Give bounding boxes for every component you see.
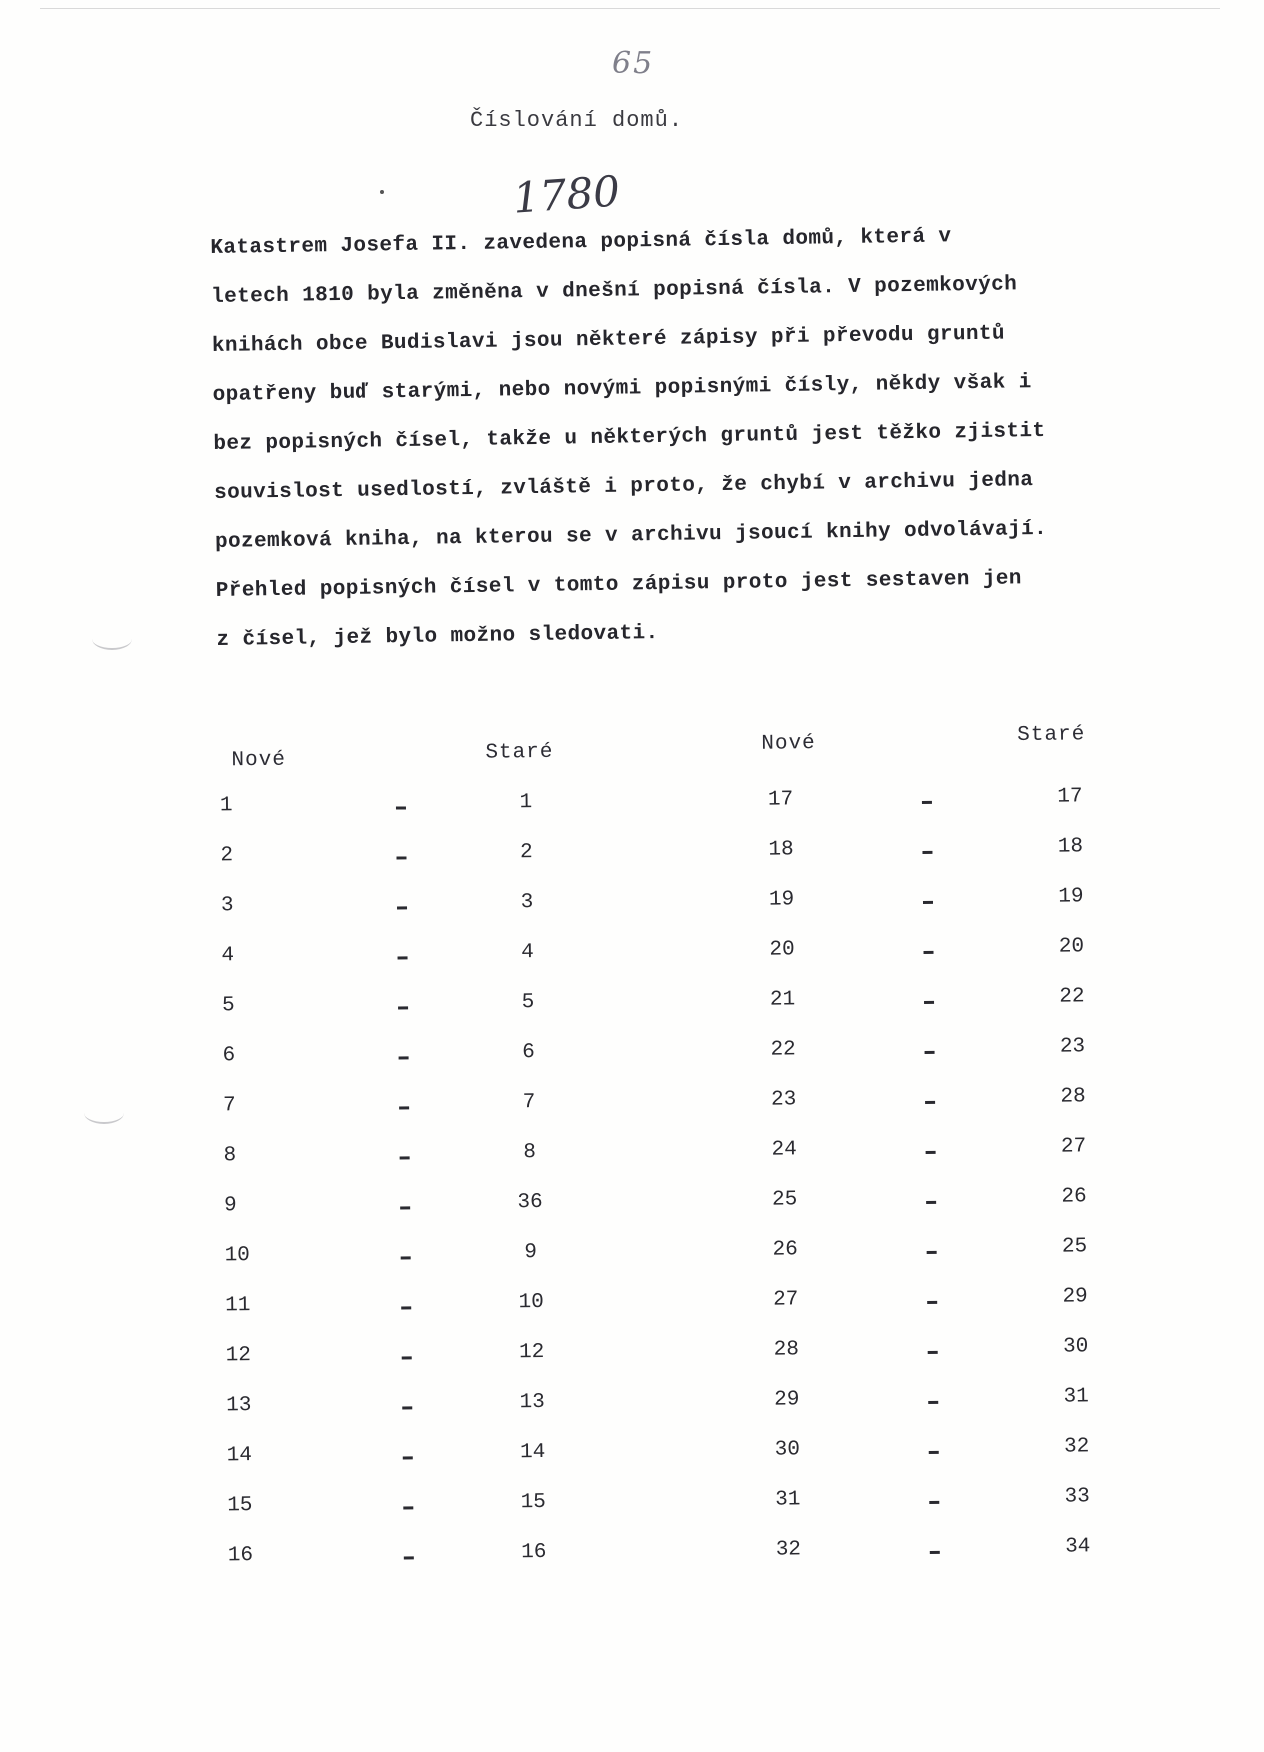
nove-cell-left: 13 bbox=[226, 1394, 252, 1418]
row-dash-right bbox=[930, 1551, 940, 1554]
stare-cell-right: 29 bbox=[1062, 1285, 1088, 1309]
stare-cell-left: 12 bbox=[518, 1341, 545, 1365]
stare-cell-left: 13 bbox=[519, 1391, 545, 1415]
paragraph-line: pozemková kniha, na kterou se v archivu jsoucí knihy odvolávají. bbox=[214, 517, 1048, 554]
stare-cell-right: 17 bbox=[1057, 785, 1083, 809]
header-stare-left: Staré bbox=[485, 740, 554, 765]
stare-cell-right: 33 bbox=[1064, 1485, 1090, 1509]
row-dash-right bbox=[929, 1451, 939, 1454]
row-dash-right bbox=[924, 951, 934, 954]
row-dash-right bbox=[927, 1301, 937, 1304]
nove-cell-right: 21 bbox=[769, 988, 796, 1012]
row-dash-left bbox=[400, 1206, 410, 1209]
stare-cell-left: 9 bbox=[524, 1241, 538, 1265]
nove-cell-left: 9 bbox=[224, 1194, 237, 1218]
nove-cell-left: 5 bbox=[221, 994, 235, 1018]
row-dash-right bbox=[928, 1401, 938, 1404]
page-title: Číslování domů. bbox=[470, 108, 684, 133]
stare-cell-right: 18 bbox=[1057, 835, 1084, 859]
row-dash-left bbox=[396, 806, 406, 809]
nove-cell-right: 23 bbox=[770, 1088, 797, 1112]
row-dash-right bbox=[922, 851, 932, 854]
paragraph-line: bez popisných čísel, takže u některých gruntů jest těžko zjistit bbox=[213, 419, 1046, 456]
nove-cell-left: 8 bbox=[223, 1144, 237, 1168]
stare-cell-left: 4 bbox=[521, 941, 534, 965]
row-dash-left bbox=[397, 906, 407, 909]
row-dash-right bbox=[922, 801, 932, 804]
row-dash-right bbox=[928, 1351, 938, 1354]
nove-cell-right: 25 bbox=[771, 1188, 798, 1212]
stare-cell-right: 22 bbox=[1059, 985, 1085, 1009]
paragraph-line: opatřeny buď starými, nebo novými popisnými čísly, někdy však i bbox=[212, 371, 1032, 407]
nove-cell-left: 3 bbox=[220, 894, 234, 918]
paragraph-line: souvislost usedlostí, zvláště i proto, že chybí v archivu jedna bbox=[214, 469, 1034, 505]
row-dash-left bbox=[398, 1006, 408, 1009]
nove-cell-right: 17 bbox=[767, 788, 794, 812]
stare-cell-right: 32 bbox=[1063, 1435, 1090, 1459]
row-dash-left bbox=[400, 1156, 410, 1159]
stare-cell-right: 30 bbox=[1062, 1335, 1089, 1359]
nove-cell-right: 31 bbox=[775, 1488, 801, 1512]
row-dash-left bbox=[403, 1506, 413, 1509]
handwritten-year-note: 1780 bbox=[511, 166, 622, 223]
nove-cell-left: 7 bbox=[222, 1094, 236, 1118]
row-dash-right bbox=[926, 1201, 936, 1204]
stare-cell-left: 36 bbox=[517, 1191, 543, 1215]
row-dash-left bbox=[399, 1106, 409, 1109]
nove-cell-right: 32 bbox=[775, 1538, 802, 1562]
nove-cell-right: 18 bbox=[768, 838, 794, 862]
stare-cell-right: 34 bbox=[1065, 1535, 1091, 1559]
nove-cell-left: 11 bbox=[225, 1294, 251, 1318]
paragraph-line: z čísel, jež bylo možno sledovati. bbox=[216, 622, 659, 652]
nove-cell-left: 2 bbox=[220, 844, 234, 868]
row-dash-left bbox=[402, 1406, 412, 1409]
paragraph-line: letech 1810 byla změněna v dnešní popisná čísla. V pozemkových bbox=[210, 273, 1018, 309]
nove-cell-left: 6 bbox=[222, 1044, 236, 1068]
stare-cell-right: 25 bbox=[1061, 1235, 1088, 1259]
stare-cell-right: 27 bbox=[1060, 1135, 1087, 1159]
page-number: 65 bbox=[612, 46, 655, 81]
header-nove-right: Nové bbox=[761, 732, 816, 756]
nove-cell-left: 12 bbox=[225, 1344, 252, 1368]
row-dash-right bbox=[929, 1501, 939, 1504]
nove-cell-left: 14 bbox=[226, 1444, 253, 1468]
stare-cell-left: 6 bbox=[522, 1041, 535, 1065]
paragraph-line: Přehled popisných čísel v tomto zápisu proto jest sestaven jen bbox=[215, 567, 1022, 603]
row-dash-right bbox=[925, 1101, 935, 1104]
paragraph-line: knihách obce Budislavi jsou některé zápisy při převodu gruntů bbox=[211, 322, 1006, 358]
stare-cell-right: 31 bbox=[1063, 1385, 1089, 1409]
stare-cell-left: 2 bbox=[520, 841, 533, 865]
nove-cell-right: 26 bbox=[772, 1238, 798, 1262]
stare-cell-left: 1 bbox=[519, 791, 533, 815]
stare-cell-left: 7 bbox=[522, 1091, 536, 1115]
nove-cell-right: 30 bbox=[774, 1438, 801, 1462]
row-dash-left bbox=[398, 956, 408, 959]
nove-cell-left: 16 bbox=[227, 1544, 254, 1568]
row-dash-left bbox=[401, 1256, 411, 1259]
header-stare-right: Staré bbox=[1017, 723, 1086, 748]
stare-cell-left: 3 bbox=[520, 891, 534, 915]
nove-cell-right: 22 bbox=[770, 1038, 796, 1062]
stare-cell-right: 28 bbox=[1060, 1085, 1086, 1109]
row-dash-right bbox=[923, 901, 933, 904]
nove-cell-left: 10 bbox=[224, 1244, 250, 1268]
nove-cell-left: 1 bbox=[219, 794, 233, 818]
stare-cell-right: 26 bbox=[1061, 1185, 1087, 1209]
row-dash-left bbox=[402, 1356, 412, 1359]
nove-cell-right: 20 bbox=[769, 938, 795, 962]
stare-cell-left: 16 bbox=[521, 1541, 547, 1565]
nove-cell-right: 29 bbox=[774, 1388, 800, 1412]
nove-cell-right: 24 bbox=[771, 1138, 797, 1162]
nove-cell-right: 19 bbox=[768, 888, 795, 912]
nove-cell-right: 27 bbox=[773, 1288, 799, 1312]
header-nove-left: Nové bbox=[231, 748, 287, 773]
stare-cell-left: 8 bbox=[523, 1141, 537, 1165]
row-dash-left bbox=[401, 1306, 411, 1309]
stare-cell-right: 19 bbox=[1058, 885, 1084, 909]
nove-cell-left: 4 bbox=[221, 944, 235, 968]
row-dash-right bbox=[927, 1251, 937, 1254]
stare-cell-right: 20 bbox=[1058, 935, 1085, 959]
row-dash-left bbox=[399, 1056, 409, 1059]
stare-cell-left: 15 bbox=[520, 1491, 546, 1515]
row-dash-right bbox=[924, 1001, 934, 1004]
row-dash-right bbox=[925, 1051, 935, 1054]
row-dash-left bbox=[403, 1456, 413, 1459]
paragraph-line: Katastrem Josefa II. zavedena popisná čísla domů, která v bbox=[210, 225, 952, 260]
row-dash-left bbox=[404, 1556, 414, 1559]
nove-cell-left: 15 bbox=[227, 1494, 253, 1518]
stare-cell-left: 14 bbox=[520, 1441, 546, 1465]
nove-cell-right: 28 bbox=[773, 1338, 800, 1362]
row-dash-left bbox=[396, 856, 406, 859]
stare-cell-left: 5 bbox=[521, 991, 535, 1015]
row-dash-right bbox=[926, 1151, 936, 1154]
stare-cell-right: 23 bbox=[1059, 1035, 1086, 1059]
stare-cell-left: 10 bbox=[518, 1291, 544, 1315]
